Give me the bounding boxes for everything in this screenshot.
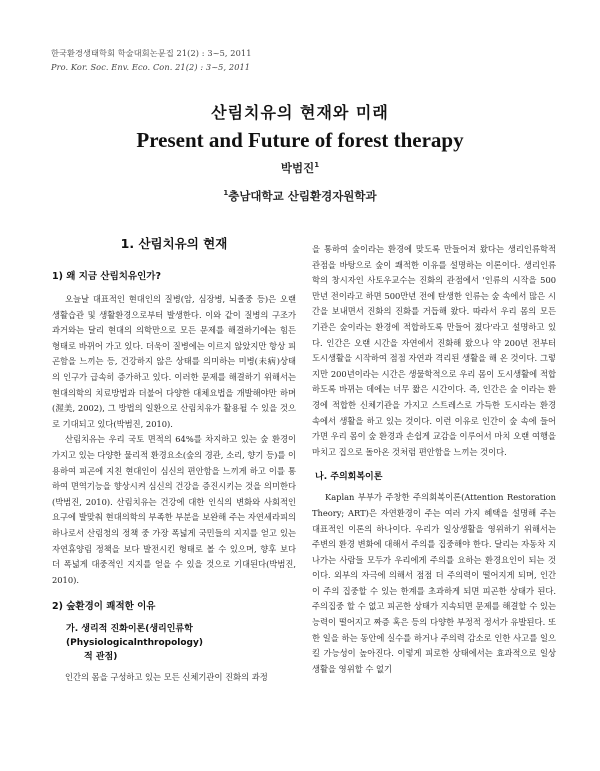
affiliation-superscript: 1 bbox=[223, 189, 229, 197]
journal-citation-korean: 한국환경생태학회 학술대회논문집 21(2) : 3~5, 2011 bbox=[51, 48, 252, 58]
sub-subsection-heading: 나. 주의회복이론 bbox=[315, 472, 383, 483]
journal-header bbox=[51, 46, 252, 74]
author-name: 박범진 bbox=[280, 161, 315, 175]
affiliation bbox=[0, 188, 600, 204]
subsection-heading: 2) 숲환경이 쾌적한 이유 bbox=[52, 601, 156, 613]
author bbox=[0, 160, 600, 176]
affiliation-name: 충남대학교 산림환경자원학과 bbox=[228, 189, 377, 203]
paragraph: 인간의 몸을 구성하고 있는 모든 신체기관이 진화의 과정 bbox=[65, 672, 268, 683]
paragraph: 을 통하여 숲이라는 환경에 맞도록 만들어져 왔다는 생리인류학적 관점을 바탕으로 숲이 쾌적한 이유를 설명하는 이론이다. 생리인류학의 창시자인 사토우교수는 진화의 관점에서 '인류의 시작을 500만년 전이라고 하면 500만년 전에 탄생한 인류는 숲 속에서 많은 시간을 보내면서 진화의 진화를 거듭해 왔다. 따라서 우리 몸의 모든 기관은 숲이라는 환경에 적합하도록 만들어 졌다'라고 설명하고 있다. 인간은 오랜 시간을 자연에서 진화해 왔으나 약 200년 전부터 도시생활을 시작하여 점점 자연과 격리된 생활을 해 온 것이다. 그렇지만 200년이라는 시간은 생물학적으로 우리 몸이 도시생활에 적합하도록 바뀌는 데에는 너무 짧은 시간이다. 즉, 인간은 숲 이라는 환경에 적합한 신체기관을 가지고 스트레스로 가득한 도시라는 환경 속에서 생활을 하고 있는 것이다. 이런 이유로 인간이 숲 속에 들어가면 우리 몸이 숲 환경과 손쉽게 교감을 이루어서 마치 오랜 여행을 마치고 집으로 돌아온 것처럼 편안함을 느끼는 것이다. bbox=[312, 244, 556, 457]
left-column bbox=[52, 231, 296, 686]
section-heading: 1. 산림치유의 현재 bbox=[120, 236, 228, 251]
title-korean: 산림치유의 현재와 미래 bbox=[211, 103, 389, 122]
sub-subsection-heading bbox=[66, 622, 296, 664]
journal-citation-english: Pro. Kor. Soc. Env. Eco. Con. 21(2) : 3~5, 2011 bbox=[51, 62, 251, 72]
paragraph: Kaplan 부부가 주창한 주의회복이론(Attention Restoration Theory; ART)은 자연환경이 주는 여러 가지 혜택을 설명해 주는 대표적인 이론의 하나이다. 우리가 일상생활을 영위하기 위해서는 주변의 환경 변화에 대해서 주의를 집중해야 한다. 달리는 자동차 지나가는 사람들 모두가 우리에게 주의를 요하는 환경요인이 되는 것이다. 외부의 자극에 의해서 점점 더 주의력이 떨어지게 되며, 인간이 주의 집중할 수 있는 한계를 초과하게 되면 피곤한 상태가 된다. 주의집중 할 수 없고 피곤한 상태가 지속되면 문제를 해결할 수 있는 능력이 떨어지고 짜증 혹은 등의 다양한 부정적 정서가 유발된다. 또한 일을 하는 동안에 실수를 하거나 주의력 감소로 인한 사고를 일으킬 가능성이 높아진다. 이렇게 피로한 상태에서는 효과적으로 일상생활을 영위할 수 없기 bbox=[312, 492, 556, 674]
subsection-heading: 1) 왜 지금 산림치유인가? bbox=[52, 271, 161, 282]
paragraph: 산림치유는 우리 국토 면적의 64%를 차지하고 있는 숲 환경이 가지고 있는 다양한 물리적 환경요소(숲의 경관, 소리, 향기 등)를 이용하여 피곤에 지친 현대인이 심신의 편안함을 느끼게 하고 이를 통하여 면역기능을 향상시켜 심신의 건강을 증진시키는 것을 의미한다(박범진, 2010). 산림치유는 건강에 대한 인식의 변화와 사회적인 요구에 발맞춰 현대의학의 부족한 부분을 보완해 주는 자연세라피의 하나로서 산림청의 정책 중 가장 폭넓게 국민들의 지지를 얻고 있는 자연휴양림 정책을 보다 발전시킨 형태로 볼 수 있으며, 향후 보다 더 폭넓게 대중적인 지지를 얻을 수 있을 것으로 기대된다(박범진, 2010). bbox=[52, 434, 296, 585]
heading-line: 가. 생리적 진화이론(생리인류학(Physiologicalnthropology) bbox=[66, 624, 203, 649]
title-english: Present and Future of forest therapy bbox=[136, 128, 464, 152]
paragraph: 오늘날 대표적인 현대인의 질병(암, 심장병, 뇌졸중 등)은 오랜 생활습관 및 생활환경으로부터 발생한다. 이와 같이 질병의 구조가 과거와는 달리 현대의 의학만으로 모든 문제를 해결하기에는 힘든 형태로 바뀌어 가고 있다. 더욱이 질병에는 이르지 않았지만 항상 피곤함을 느끼는 등, 건강하지 않은 상태를 의미하는 미병(未病)상태의 인구가 급속히 증가하고 있다. 이러한 문제를 해결하기 위해서는 현대의학의 치료방법과 더불어 다양한 대체요법을 개발해야만 하며(渥美, 2002), 그 방법의 일환으로 산림치유가 활용될 수 있을 것으로 기대되고 있다(박범진, 2010). bbox=[52, 294, 296, 429]
author-superscript: 1 bbox=[314, 161, 320, 169]
right-column bbox=[312, 242, 556, 677]
heading-line: 적 관점) bbox=[84, 652, 118, 663]
